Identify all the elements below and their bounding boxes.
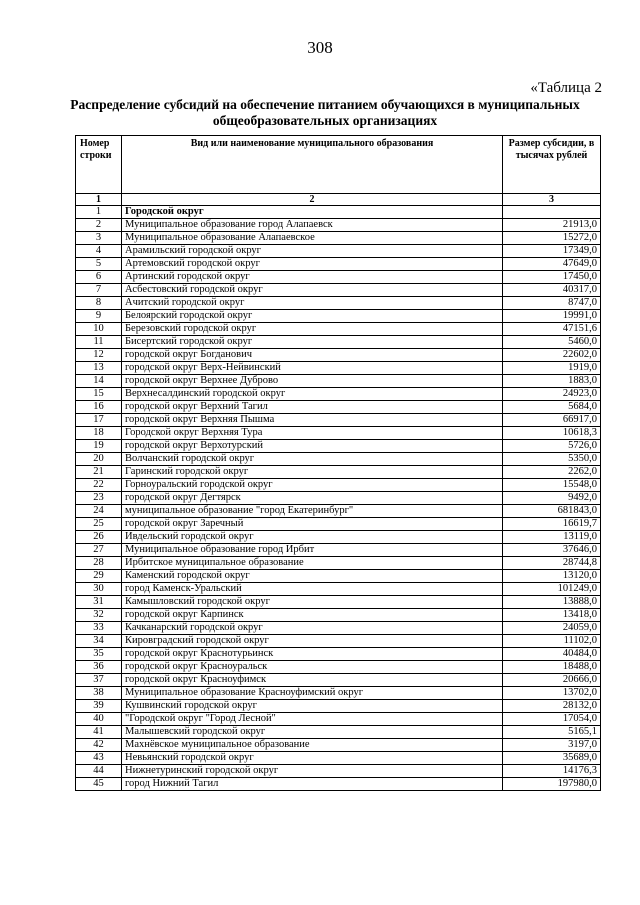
row-number-cell: 9 bbox=[76, 310, 122, 323]
row-number-cell: 1 bbox=[76, 206, 122, 219]
table-row bbox=[76, 453, 601, 466]
table-row bbox=[76, 466, 601, 479]
row-number-cell: 44 bbox=[76, 765, 122, 778]
municipality-name-cell: Гаринский городской округ bbox=[122, 466, 503, 479]
table-row bbox=[76, 635, 601, 648]
subsidy-amount-cell: 21913,0 bbox=[503, 219, 601, 232]
municipality-name-cell: Артемовский городской округ bbox=[122, 258, 503, 271]
subsidy-amount-cell: 1919,0 bbox=[503, 362, 601, 375]
municipality-name-cell: Муниципальное образование Красноуфимский округ bbox=[122, 687, 503, 700]
subsidy-amount-cell: 9492,0 bbox=[503, 492, 601, 505]
subsidy-amount-cell: 28744,8 bbox=[503, 557, 601, 570]
subsidy-amount-cell: 24059,0 bbox=[503, 622, 601, 635]
municipality-name-cell: Белоярский городской округ bbox=[122, 310, 503, 323]
municipality-name-cell: Муниципальное образование город Ирбит bbox=[122, 544, 503, 557]
table-row bbox=[76, 349, 601, 362]
municipality-name-cell: Волчанский городской округ bbox=[122, 453, 503, 466]
municipality-name-cell: городской округ Верх-Нейвинский bbox=[122, 362, 503, 375]
row-number-cell: 28 bbox=[76, 557, 122, 570]
municipality-name-cell: Нижнетуринский городской округ bbox=[122, 765, 503, 778]
municipality-name-cell: город Нижний Тагил bbox=[122, 778, 503, 791]
document-title: Распределение субсидий на обеспечение питанием обучающихся в муниципальных общеобразовательных организациях bbox=[70, 97, 580, 128]
table-row bbox=[76, 557, 601, 570]
table-row bbox=[76, 206, 601, 219]
table-row bbox=[76, 401, 601, 414]
municipality-name-cell: Невьянский городской округ bbox=[122, 752, 503, 765]
header-row-number: Номер строки bbox=[76, 136, 122, 194]
table-row bbox=[76, 284, 601, 297]
row-number-cell: 30 bbox=[76, 583, 122, 596]
subsidy-amount-cell: 5350,0 bbox=[503, 453, 601, 466]
row-number-cell: 12 bbox=[76, 349, 122, 362]
municipality-name-cell: городской округ Красноуфимск bbox=[122, 674, 503, 687]
municipality-name-cell: городской округ Верхотурский bbox=[122, 440, 503, 453]
subsidy-amount-cell: 24923,0 bbox=[503, 388, 601, 401]
row-number-cell: 36 bbox=[76, 661, 122, 674]
table-row bbox=[76, 700, 601, 713]
subsidy-amount-cell: 35689,0 bbox=[503, 752, 601, 765]
row-number-cell: 31 bbox=[76, 596, 122, 609]
table-row bbox=[76, 414, 601, 427]
subsidy-amount-cell: 14176,3 bbox=[503, 765, 601, 778]
subsidy-amount-cell: 40317,0 bbox=[503, 284, 601, 297]
row-number-cell: 42 bbox=[76, 739, 122, 752]
subsidy-amount-cell: 13119,0 bbox=[503, 531, 601, 544]
table-row bbox=[76, 492, 601, 505]
subsidy-amount-cell: 17450,0 bbox=[503, 271, 601, 284]
table-row bbox=[76, 544, 601, 557]
row-number-cell: 18 bbox=[76, 427, 122, 440]
municipality-name-cell: городской округ Верхняя Пышма bbox=[122, 414, 503, 427]
subsidy-amount-cell: 197980,0 bbox=[503, 778, 601, 791]
municipality-name-cell: Арамильский городской округ bbox=[122, 245, 503, 258]
column-number-1: 1 bbox=[76, 194, 122, 206]
subsidy-amount-cell: 47151,6 bbox=[503, 323, 601, 336]
row-number-cell: 14 bbox=[76, 375, 122, 388]
table-row bbox=[76, 622, 601, 635]
subsidy-amount-cell bbox=[503, 206, 601, 219]
row-number-cell: 40 bbox=[76, 713, 122, 726]
subsidy-amount-cell: 40484,0 bbox=[503, 648, 601, 661]
table-row bbox=[76, 531, 601, 544]
table-row bbox=[76, 661, 601, 674]
row-number-cell: 6 bbox=[76, 271, 122, 284]
table-row bbox=[76, 297, 601, 310]
row-number-cell: 20 bbox=[76, 453, 122, 466]
subsidy-amount-cell: 5460,0 bbox=[503, 336, 601, 349]
row-number-cell: 41 bbox=[76, 726, 122, 739]
row-number-cell: 13 bbox=[76, 362, 122, 375]
table-row bbox=[76, 258, 601, 271]
table-row bbox=[76, 362, 601, 375]
subsidy-amount-cell: 1883,0 bbox=[503, 375, 601, 388]
subsidy-amount-cell: 15272,0 bbox=[503, 232, 601, 245]
municipality-name-cell: городской округ Краснотурьинск bbox=[122, 648, 503, 661]
row-number-cell: 45 bbox=[76, 778, 122, 791]
municipality-name-cell: Махнёвское муниципальное образование bbox=[122, 739, 503, 752]
municipality-name-cell: городской округ Верхнее Дуброво bbox=[122, 375, 503, 388]
subsidy-amount-cell: 47649,0 bbox=[503, 258, 601, 271]
subsidy-amount-cell: 15548,0 bbox=[503, 479, 601, 492]
municipality-name-cell: городской округ Дегтярск bbox=[122, 492, 503, 505]
table-header-row bbox=[76, 136, 601, 194]
municipality-name-cell: Городской округ Верхняя Тура bbox=[122, 427, 503, 440]
subsidy-amount-cell: 5165,1 bbox=[503, 726, 601, 739]
table-row bbox=[76, 479, 601, 492]
table-row bbox=[76, 505, 601, 518]
subsidy-amount-cell: 5726,0 bbox=[503, 440, 601, 453]
row-number-cell: 4 bbox=[76, 245, 122, 258]
municipality-name-cell: Бисертский городской округ bbox=[122, 336, 503, 349]
subsidy-amount-cell: 18488,0 bbox=[503, 661, 601, 674]
row-number-cell: 15 bbox=[76, 388, 122, 401]
row-number-cell: 34 bbox=[76, 635, 122, 648]
municipality-name-cell: городской округ Карпинск bbox=[122, 609, 503, 622]
municipality-name-cell: Березовский городской округ bbox=[122, 323, 503, 336]
table-row bbox=[76, 752, 601, 765]
subsidy-amount-cell: 11102,0 bbox=[503, 635, 601, 648]
row-number-cell: 11 bbox=[76, 336, 122, 349]
subsidy-amount-cell: 101249,0 bbox=[503, 583, 601, 596]
subsidy-amount-cell: 13702,0 bbox=[503, 687, 601, 700]
table-row bbox=[76, 570, 601, 583]
row-number-cell: 21 bbox=[76, 466, 122, 479]
municipality-name-cell: "Городской округ "Город Лесной" bbox=[122, 713, 503, 726]
row-number-cell: 32 bbox=[76, 609, 122, 622]
row-number-cell: 19 bbox=[76, 440, 122, 453]
municipality-name-cell: Ивдельский городской округ bbox=[122, 531, 503, 544]
subsidy-amount-cell: 8747,0 bbox=[503, 297, 601, 310]
table-row bbox=[76, 765, 601, 778]
row-number-cell: 24 bbox=[76, 505, 122, 518]
subsidy-table bbox=[75, 135, 601, 791]
municipality-name-cell: Асбестовский городской округ bbox=[122, 284, 503, 297]
table-row bbox=[76, 518, 601, 531]
row-number-cell: 43 bbox=[76, 752, 122, 765]
municipality-name-cell: городской округ Заречный bbox=[122, 518, 503, 531]
header-amount: Размер субсидии, в тысячах рублей bbox=[503, 136, 601, 194]
subsidy-amount-cell: 17054,0 bbox=[503, 713, 601, 726]
page-number: 308 bbox=[307, 38, 333, 57]
municipality-name-cell: городской округ Красноуральск bbox=[122, 661, 503, 674]
subsidy-amount-cell: 5684,0 bbox=[503, 401, 601, 414]
row-number-cell: 27 bbox=[76, 544, 122, 557]
column-number-2: 2 bbox=[122, 194, 503, 206]
table-body bbox=[76, 206, 601, 791]
table-row bbox=[76, 583, 601, 596]
table-row bbox=[76, 778, 601, 791]
subsidy-amount-cell: 3197,0 bbox=[503, 739, 601, 752]
row-number-cell: 39 bbox=[76, 700, 122, 713]
municipality-name-cell: Горноуральский городской округ bbox=[122, 479, 503, 492]
municipality-name-cell: муниципальное образование "город Екатеринбург" bbox=[122, 505, 503, 518]
municipality-name-cell: Качканарский городской округ bbox=[122, 622, 503, 635]
municipality-name-cell: Камышловский городской округ bbox=[122, 596, 503, 609]
municipality-name-cell: Верхнесалдинский городской округ bbox=[122, 388, 503, 401]
municipality-name-cell: Кировградский городской округ bbox=[122, 635, 503, 648]
row-number-cell: 23 bbox=[76, 492, 122, 505]
municipality-name-cell: Кушвинский городской округ bbox=[122, 700, 503, 713]
table-row bbox=[76, 336, 601, 349]
municipality-name-cell: Муниципальное образование Алапаевское bbox=[122, 232, 503, 245]
table-label: «Таблица 2 bbox=[530, 80, 602, 96]
subsidy-amount-cell: 22602,0 bbox=[503, 349, 601, 362]
table-row bbox=[76, 388, 601, 401]
municipality-name-cell: Артинский городской округ bbox=[122, 271, 503, 284]
row-number-cell: 26 bbox=[76, 531, 122, 544]
table-row bbox=[76, 245, 601, 258]
table-row bbox=[76, 232, 601, 245]
row-number-cell: 22 bbox=[76, 479, 122, 492]
subsidy-amount-cell: 13120,0 bbox=[503, 570, 601, 583]
row-number-cell: 17 bbox=[76, 414, 122, 427]
header-name: Вид или наименование муниципального образования bbox=[122, 136, 503, 194]
row-number-cell: 38 bbox=[76, 687, 122, 700]
table-row bbox=[76, 219, 601, 232]
row-number-cell: 10 bbox=[76, 323, 122, 336]
row-number-cell: 29 bbox=[76, 570, 122, 583]
municipality-name-cell: городской округ Богданович bbox=[122, 349, 503, 362]
subsidy-amount-cell: 66917,0 bbox=[503, 414, 601, 427]
row-number-cell: 16 bbox=[76, 401, 122, 414]
subsidy-amount-cell: 20666,0 bbox=[503, 674, 601, 687]
table-row bbox=[76, 310, 601, 323]
table-row bbox=[76, 427, 601, 440]
table-row bbox=[76, 726, 601, 739]
table-row bbox=[76, 440, 601, 453]
subsidy-amount-cell: 19991,0 bbox=[503, 310, 601, 323]
municipality-name-cell: Муниципальное образование город Алапаевск bbox=[122, 219, 503, 232]
row-number-cell: 7 bbox=[76, 284, 122, 297]
municipality-name-cell: Ачитский городской округ bbox=[122, 297, 503, 310]
row-number-cell: 33 bbox=[76, 622, 122, 635]
table-row bbox=[76, 687, 601, 700]
row-number-cell: 3 bbox=[76, 232, 122, 245]
row-number-cell: 8 bbox=[76, 297, 122, 310]
row-number-cell: 35 bbox=[76, 648, 122, 661]
municipality-name-cell: Малышевский городской округ bbox=[122, 726, 503, 739]
subsidy-amount-cell: 2262,0 bbox=[503, 466, 601, 479]
municipality-name-cell: Ирбитское муниципальное образование bbox=[122, 557, 503, 570]
subsidy-amount-cell: 17349,0 bbox=[503, 245, 601, 258]
municipality-name-cell: город Каменск-Уральский bbox=[122, 583, 503, 596]
column-numbers-row bbox=[76, 194, 601, 206]
municipality-name-cell: городской округ Верхний Тагил bbox=[122, 401, 503, 414]
subsidy-amount-cell: 681843,0 bbox=[503, 505, 601, 518]
table-row bbox=[76, 323, 601, 336]
row-number-cell: 37 bbox=[76, 674, 122, 687]
subsidy-amount-cell: 37646,0 bbox=[503, 544, 601, 557]
subsidy-amount-cell: 16619,7 bbox=[503, 518, 601, 531]
subsidy-amount-cell: 28132,0 bbox=[503, 700, 601, 713]
municipality-name-cell: Каменский городской округ bbox=[122, 570, 503, 583]
table-row bbox=[76, 648, 601, 661]
table-row bbox=[76, 375, 601, 388]
table-row bbox=[76, 713, 601, 726]
row-number-cell: 2 bbox=[76, 219, 122, 232]
row-number-cell: 5 bbox=[76, 258, 122, 271]
municipality-name-cell: Городской округ bbox=[122, 206, 503, 219]
subsidy-amount-cell: 13888,0 bbox=[503, 596, 601, 609]
subsidy-amount-cell: 10618,3 bbox=[503, 427, 601, 440]
row-number-cell: 25 bbox=[76, 518, 122, 531]
table-row bbox=[76, 609, 601, 622]
table-row bbox=[76, 271, 601, 284]
table-row bbox=[76, 739, 601, 752]
table-row bbox=[76, 674, 601, 687]
subsidy-amount-cell: 13418,0 bbox=[503, 609, 601, 622]
table-row bbox=[76, 596, 601, 609]
column-number-3: 3 bbox=[503, 194, 601, 206]
